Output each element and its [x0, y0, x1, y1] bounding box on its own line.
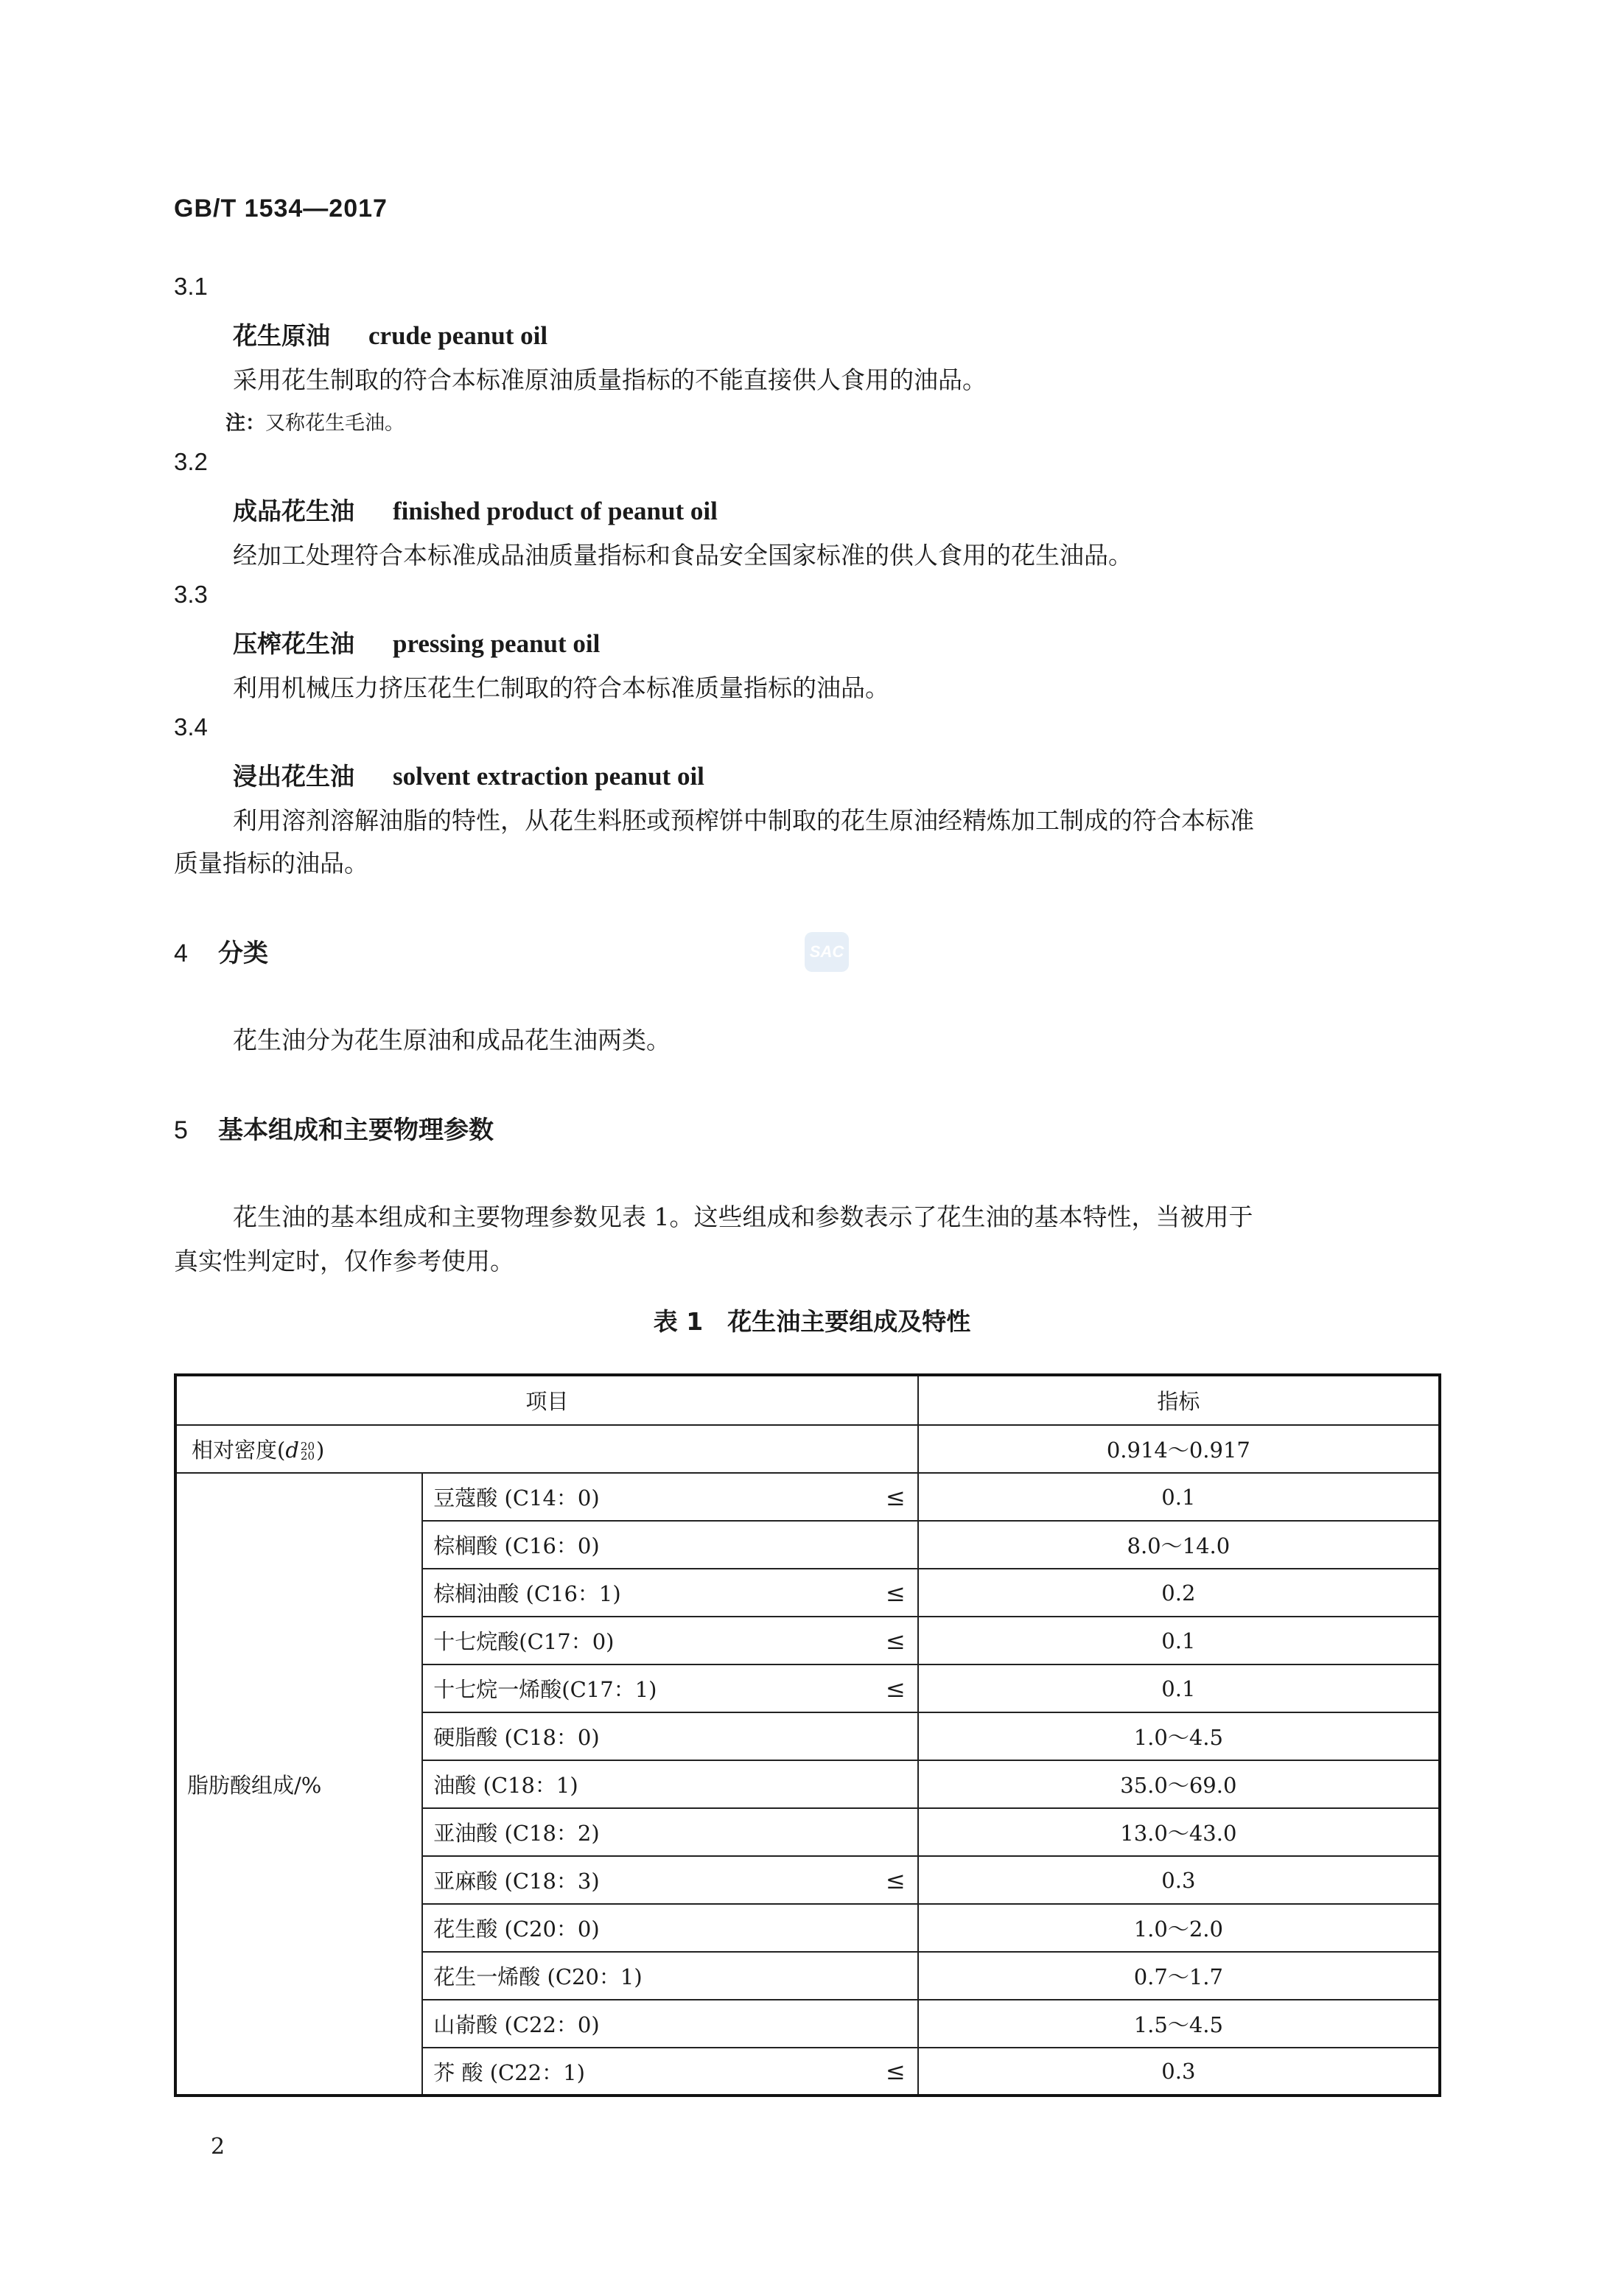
density-label-close: )	[316, 1438, 325, 1463]
le-symbol: ≤	[885, 1578, 906, 1607]
fatty-acid-name: 十七烷一烯酸(C17：1)	[433, 1677, 657, 1702]
section-heading	[174, 1110, 494, 1146]
section-paragraph: 花生油分为花生原油和成品花生油两类。	[233, 1026, 671, 1054]
fatty-acid-value: 0.3	[918, 1856, 1440, 1904]
term-zh: 成品花生油	[233, 497, 354, 525]
le-symbol: ≤	[885, 1482, 906, 1511]
le-symbol: ≤	[885, 1866, 906, 1894]
section-paragraph-continued: 真实性判定时，仅作参考使用。	[174, 1247, 514, 1275]
term-en: crude peanut oil	[368, 321, 548, 350]
le-symbol: ≤	[885, 2057, 906, 2085]
fatty-acid-value: 0.3	[918, 2048, 1440, 2096]
fatty-acid-name: 芥 酸 (C22：1)	[433, 2059, 585, 2085]
term-en: solvent extraction peanut oil	[393, 762, 704, 791]
le-symbol: ≤	[885, 1626, 906, 1655]
fatty-acid-name-cell	[422, 1760, 917, 1808]
term-number: 3.4	[174, 713, 208, 741]
fatty-acid-value: 1.0～4.5	[918, 1712, 1440, 1760]
fatty-acid-value: 35.0～69.0	[918, 1760, 1440, 1808]
term-zh: 花生原油	[233, 321, 330, 350]
term-number: 3.2	[174, 448, 208, 475]
fatty-acid-name: 十七烷酸(C17：0)	[433, 1629, 615, 1654]
fatty-acid-value: 1.5～4.5	[918, 2000, 1440, 2048]
fatty-acid-name: 棕榈酸 (C16：0)	[433, 1533, 600, 1558]
fatty-acid-name: 棕榈油酸 (C16：1)	[433, 1581, 621, 1606]
term-definition: 采用花生制取的符合本标准原油质量指标的不能直接供人食用的油品。	[233, 365, 987, 394]
fatty-acid-name: 硬脂酸 (C18：0)	[433, 1725, 600, 1750]
composition-table	[174, 1373, 1441, 2097]
fatty-acid-name-cell	[422, 1808, 917, 1856]
section-number: 4	[174, 939, 188, 967]
fatty-acid-name: 花生一烯酸 (C20：1)	[433, 1964, 643, 1989]
density-var: d	[285, 1438, 299, 1463]
term-number: 3.3	[174, 581, 208, 608]
fatty-acid-name-cell	[422, 1952, 917, 2000]
page-number: 2	[211, 2134, 225, 2160]
fatty-acid-value: 0.1	[918, 1617, 1440, 1664]
term-title	[233, 317, 547, 351]
section-paragraph: 花生油的基本组成和主要物理参数见表 1。这些组成和参数表示了花生油的基本特性，当被用于	[233, 1202, 1253, 1231]
note-text: 又称花生毛油。	[265, 412, 405, 435]
header-item: 项目	[175, 1375, 918, 1425]
section-title: 基本组成和主要物理参数	[218, 1116, 494, 1145]
fatty-acid-value: 0.1	[918, 1664, 1440, 1712]
fatty-acid-name-cell	[422, 2048, 917, 2096]
term-number: 3.1	[174, 273, 208, 300]
density-label	[175, 1425, 918, 1473]
fatty-acid-name: 花生酸 (C20：0)	[433, 1916, 600, 1942]
note-label: 注：	[225, 412, 265, 435]
table-row	[175, 1473, 1440, 1521]
le-symbol: ≤	[885, 1674, 906, 1703]
fatty-acid-name-cell	[422, 1856, 917, 1904]
term-title	[233, 757, 704, 792]
section-number: 5	[174, 1116, 188, 1144]
fatty-acid-name-cell	[422, 2000, 917, 2048]
fatty-acid-name-cell	[422, 1664, 917, 1712]
fatty-acid-name: 亚麻酸 (C18：3)	[433, 1869, 600, 1894]
fatty-acid-value: 0.2	[918, 1569, 1440, 1617]
fatty-acid-name: 亚油酸 (C18：2)	[433, 1821, 600, 1846]
fatty-acid-name: 山嵛酸 (C22：0)	[433, 2012, 600, 2037]
fatty-acid-value: 0.1	[918, 1473, 1440, 1521]
table-row-density	[175, 1425, 1440, 1473]
fatty-acid-name-cell	[422, 1617, 917, 1664]
header-value: 指标	[918, 1375, 1440, 1425]
fatty-acid-value: 13.0～43.0	[918, 1808, 1440, 1856]
fatty-acid-name: 油酸 (C18：1)	[433, 1773, 578, 1798]
term-definition: 利用机械压力挤压花生仁制取的符合本标准质量指标的油品。	[233, 673, 889, 702]
density-sup: 20	[300, 1439, 315, 1453]
term-definition-continued: 质量指标的油品。	[174, 849, 368, 878]
fatty-acid-name-cell	[422, 1521, 917, 1569]
table-title: 表 1 花生油主要组成及特性	[653, 1307, 971, 1336]
section-title: 分类	[218, 939, 268, 968]
fatty-acid-value: 1.0～2.0	[918, 1904, 1440, 1952]
table-header-row	[175, 1375, 1440, 1425]
density-label-text: 相对密度(	[192, 1438, 286, 1463]
term-en: pressing peanut oil	[393, 629, 601, 658]
fatty-acid-value: 0.7～1.7	[918, 1952, 1440, 2000]
term-title	[233, 492, 718, 527]
density-sup-sub	[300, 1439, 315, 1463]
term-definition: 利用溶剂溶解油脂的特性，从花生料胚或预榨饼中制取的花生原油经精炼加工制成的符合本标准	[233, 806, 1254, 835]
density-sub: 20	[300, 1449, 315, 1463]
fatty-acid-name-cell	[422, 1473, 917, 1521]
fatty-acid-group-label: 脂肪酸组成/%	[175, 1473, 422, 2096]
term-title	[233, 625, 600, 659]
term-note	[225, 407, 405, 435]
fatty-acid-name-cell	[422, 1712, 917, 1760]
fatty-acid-name-cell	[422, 1569, 917, 1617]
fatty-acid-name: 豆蔻酸 (C14：0)	[433, 1485, 600, 1510]
term-zh: 浸出花生油	[233, 762, 354, 791]
term-definition: 经加工处理符合本标准成品油质量指标和食品安全国家标准的供人食用的花生油品。	[233, 541, 1133, 570]
term-en: finished product of peanut oil	[393, 497, 718, 525]
fatty-acid-value: 8.0～14.0	[918, 1521, 1440, 1569]
document-code: GB/T 1534—2017	[174, 195, 388, 223]
term-zh: 压榨花生油	[233, 629, 354, 658]
fatty-acid-name-cell	[422, 1904, 917, 1952]
density-value: 0.914～0.917	[918, 1425, 1440, 1473]
sac-watermark: SAC	[805, 932, 849, 972]
section-heading	[174, 933, 268, 969]
